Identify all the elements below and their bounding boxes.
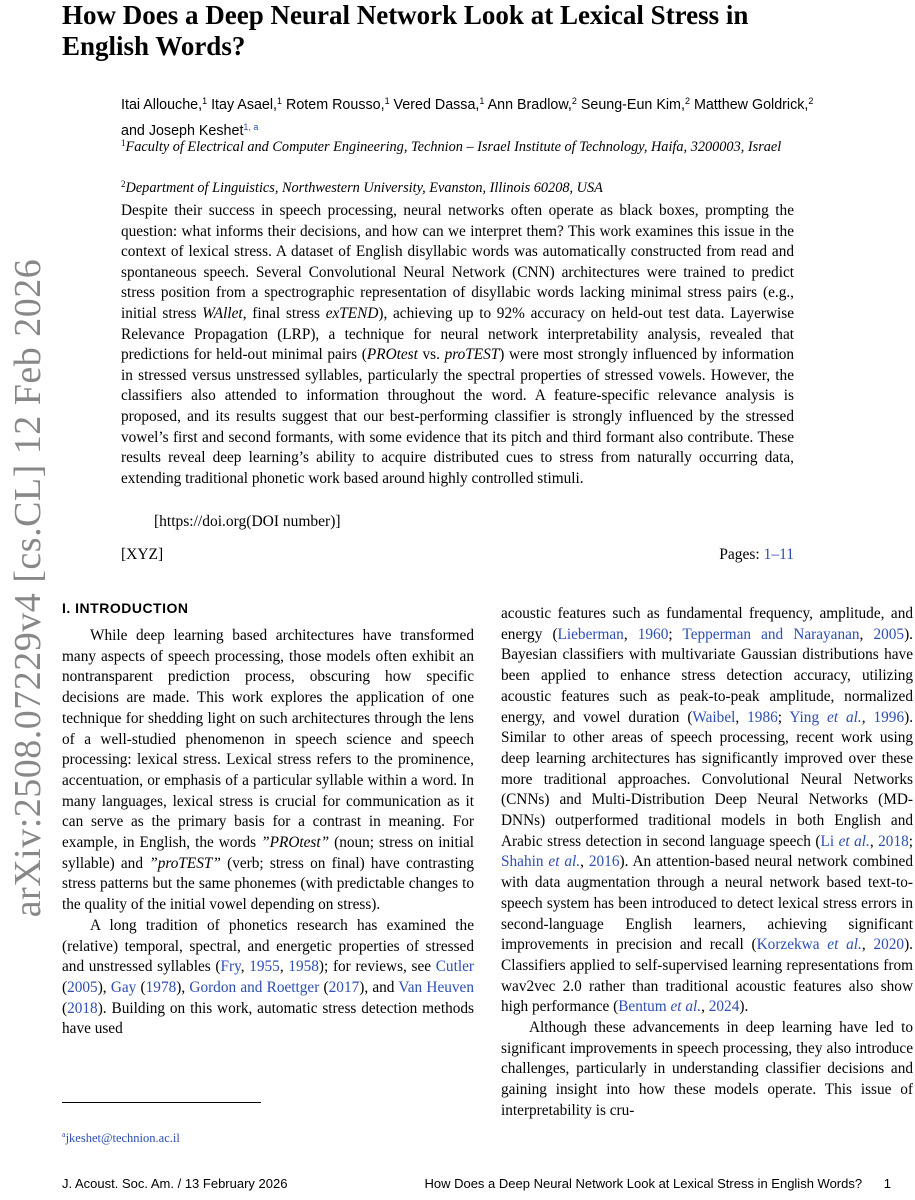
text: (: [136, 978, 146, 996]
text: ). Bayesian classifiers with multivariate Gaussian distributions have been applied to enhance stress detection accuracy, utilizing acoustic features such as peak-to-peak amplitude, normalized energy, and vowel duration (: [501, 625, 913, 726]
citation-link[interactable]: Waibel: [692, 708, 736, 726]
abstract-text: ), achieving up to 92% accuracy on held-out test data. Layerwise Relevance Propagation (LRP), a technique for neural network interpretability analysis, revealed that predictions for held-out minimal pairs (: [121, 304, 794, 364]
citation-link[interactable]: 1955: [249, 958, 280, 976]
text: ); for reviews, see: [318, 958, 436, 976]
abstract-example: WAllet: [202, 304, 243, 322]
citation-link[interactable]: Ying: [789, 708, 828, 726]
citation-link[interactable]: Tepperman and Narayanan: [682, 625, 860, 643]
citation-link[interactable]: Gay: [110, 978, 137, 996]
author-affil-sup[interactable]: 1, a: [243, 122, 259, 132]
author-name: and Joseph Keshet: [121, 123, 244, 139]
footnote-marker: a: [62, 1130, 66, 1139]
text: ,: [861, 936, 874, 954]
abstract-text: vs.: [417, 346, 445, 364]
text: ,: [735, 708, 748, 726]
arxiv-stamp: [0, 258, 68, 918]
citation-link[interactable]: et al.: [670, 998, 702, 1016]
text: ). Classifiers applied to self-supervised learning representations from wav2vec 2.0 rather than traditional acoustic features also show high performance (: [501, 936, 913, 1016]
page-footer: [62, 1176, 891, 1191]
citation-link[interactable]: 1996: [873, 708, 905, 726]
author-name: Matthew Goldrick,: [689, 97, 809, 113]
abstract-example: exTEND: [325, 304, 379, 322]
citation-link[interactable]: et al.: [827, 708, 862, 726]
author-affil-sup: 2: [808, 96, 814, 106]
text: ;: [777, 708, 790, 726]
abstract-text: ) were most strongly influenced by information in stressed versus unstressed syllables, particularly the spectral properties of stressed vowels. However, the classifiers also attended to information throughout the word. A feature-specific relevance analysis is proposed, and its results suggest that our best-performing classifier is strongly influenced by the stressed vowel’s first and second formants, with some evidence that its pitch and third formant also contribute. These results reveal deep learning’s ability to acquire distributed cues to stress from naturally occurring data, extending traditional phonetic work based around highly controlled stimuli.: [121, 346, 794, 487]
intro-paragraph-2: [62, 916, 474, 1040]
arxiv-id: arXiv:2508.07229v4 [cs.CL] 12 Feb 2026: [7, 258, 49, 918]
author-affil-sup: 2: [571, 96, 577, 106]
example-word: ”PROtest”: [261, 834, 330, 852]
text: ,: [859, 625, 874, 643]
author-affil-sup: 1: [479, 96, 485, 106]
intro-paragraph-1: [62, 626, 474, 916]
footnote: [62, 1130, 180, 1146]
text: ,: [869, 832, 879, 850]
citation-link[interactable]: 1958: [288, 958, 319, 976]
citation-link[interactable]: Li: [820, 832, 839, 850]
citation-link[interactable]: et al.: [548, 853, 581, 871]
author-affil-sup: 1: [384, 96, 390, 106]
citation-link[interactable]: 2016: [588, 853, 620, 871]
citation-link[interactable]: 1986: [747, 708, 778, 726]
affil-text: Department of Linguistics, Northwestern University, Evanston, Illinois 60208, USA: [125, 180, 603, 196]
text: While deep learning based architectures have transformed many aspects of speech processing, those models often exhibit an nontransparent prediction process, obscuring how specific decisions are made. This work explores the application of one technique for shedding light on such architectures through the lens of a well-studied phenomenon in speech science and speech processing: lexical stress. Lexical stress refers to the prominence, accentuation, or emphasis of a particular syllable within a word. In many languages, lexical stress is crucial for communication as it can serve as the primary basis for a contrast in meaning. For example, in English, the words: [62, 627, 474, 852]
journal-code: [XYZ]: [121, 546, 164, 563]
citation-link[interactable]: Van Heuven: [398, 978, 474, 996]
author-name: Itay Asael,: [207, 97, 278, 113]
text: (verb; stress on final) have contrasting stress patterns but the same phonemes (with predictable changes to the quality of the initial vowel depending on stress).: [62, 854, 474, 914]
author-name: Itai Allouche,: [121, 97, 203, 113]
citation-link[interactable]: 1978: [145, 978, 177, 996]
text: ,: [623, 625, 638, 643]
text: A long tradition of phonetics research has examined the (relative) temporal, spectral, and energetic properties of stressed and unstressed syllables (: [62, 916, 474, 976]
text: (: [319, 978, 329, 996]
footer-journal: J. Acoust. Soc. Am. / 13 February 2026: [62, 1176, 288, 1191]
column-left: [62, 598, 474, 1040]
text: ;: [908, 832, 913, 850]
text: ,: [861, 708, 874, 726]
pages-label: Pages:: [719, 546, 764, 563]
citation-link[interactable]: 1960: [637, 625, 669, 643]
author-name: Ann Bradlow,: [484, 97, 572, 113]
abstract-text: Despite their success in speech processing, neural networks often operate as black boxes, prompting the question: what informs their decisions, and how can we interpret them? This work examines this issue in the context of lexical stress. A dataset of English disyllabic words was automatically constructed from read and spontaneous speech. Several Convolutional Neural Network (CNN) architectures were trained to predict stress position from a spectrographic representation of disyllabic words lacking minimal stress pairs (e.g., initial stress: [121, 202, 794, 322]
author-affil-sup: 1: [277, 96, 283, 106]
citation-link[interactable]: Cutler: [435, 958, 474, 976]
affil-sup: 2: [121, 179, 126, 189]
text: ),: [176, 978, 190, 996]
text: (: [62, 978, 68, 996]
example-word: ”proTEST”: [149, 854, 221, 872]
text: ,: [279, 958, 289, 976]
email-link[interactable]: jkeshet@technion.ac.il: [65, 1131, 180, 1146]
doi-link[interactable]: [https://doi.org(DOI number)]: [154, 513, 341, 530]
column-right: [501, 604, 913, 1122]
intro-paragraph-3: [501, 604, 913, 1018]
section-heading: I. INTRODUCTION: [62, 600, 189, 616]
citation-link[interactable]: et al.: [827, 936, 862, 954]
footnote-rule: [62, 1102, 261, 1103]
text: ),: [97, 978, 111, 996]
text: ).: [739, 998, 749, 1016]
author-name: Rotem Rousso,: [282, 97, 385, 113]
affil-sup: 1: [121, 138, 126, 148]
abstract-text: , final stress: [242, 304, 326, 322]
citation-link[interactable]: Gordon and Roettger: [189, 978, 320, 996]
abstract-example: proTEST: [444, 346, 500, 364]
abstract: [121, 201, 794, 489]
author-name: Seung-Eun Kim,: [576, 97, 685, 113]
abstract-example: PROtest: [366, 346, 418, 364]
text: ), and: [359, 978, 399, 996]
page-range: [719, 546, 794, 564]
footer-running-title: How Does a Deep Neural Network Look at Lexical Stress in English Words? 1: [424, 1176, 891, 1191]
citation-link[interactable]: Fry: [220, 958, 241, 976]
text: ,: [240, 958, 250, 976]
text: (: [62, 999, 68, 1017]
text: ). An attention-based neural network combined with data augmentation through a neural network based text-to-speech system has been introduced to detect lexical stress errors in second-language English learners, achieving significant improvements in precision and recall (: [501, 853, 913, 954]
affiliation-2: [121, 174, 811, 198]
text: acoustic features such as fundamental frequency, amplitude, and energy (: [501, 605, 913, 643]
text: ). Building on this work, automatic stress detection methods have used: [62, 999, 474, 1038]
citation-link[interactable]: Bentum: [618, 998, 671, 1016]
citation-link[interactable]: Lieberman: [557, 625, 624, 643]
text: ). Similar to other areas of speech processing, recent work using deep learning architectures has significantly improved over these more traditional approaches. Convolutional Neural Networks (CNNs) and Multi-Distribution Deep Neural Networks (MD-DNNs) outperformed traditional models in both English and Arabic stress detection in second language speech (: [501, 708, 914, 850]
text: ;: [668, 625, 683, 643]
citation-link[interactable]: Shahin: [501, 853, 549, 871]
author-affil-sup: 1: [202, 96, 208, 106]
author-name: Vered Dassa,: [389, 97, 480, 113]
paper-title: How Does a Deep Neural Network Look at Lexical Stress in English Words?: [62, 0, 749, 61]
citation-link[interactable]: 2020: [873, 936, 905, 954]
citation-link[interactable]: 2005: [67, 978, 98, 996]
citation-link[interactable]: et al.: [838, 832, 870, 850]
citation-link[interactable]: 2018: [67, 999, 98, 1017]
affiliation-1: [121, 133, 811, 157]
intro-paragraph-4: Although these advancements in deep learning have led to significant improvements in speech processing, they also introduce challenges, particularly in understanding classifier decisions and gaining insight into how these models operate. This issue of interpretability is cru-: [501, 1019, 913, 1119]
text: (noun; stress on initial syllable) and: [62, 834, 474, 872]
citation-link[interactable]: 2017: [328, 978, 360, 996]
citation-link[interactable]: Korzekwa: [756, 936, 828, 954]
author-affil-sup: 2: [684, 96, 690, 106]
text: ,: [701, 998, 709, 1016]
text: ,: [580, 853, 589, 871]
citation-link[interactable]: 2024: [708, 998, 740, 1016]
pages-link[interactable]: 1–11: [763, 546, 794, 563]
affil-text: Faculty of Electrical and Computer Engineering, Technion – Israel Institute of Technology, Haifa, 3200003, Israel: [125, 139, 782, 155]
citation-link[interactable]: 2005: [873, 625, 905, 643]
citation-link[interactable]: 2018: [878, 832, 909, 850]
